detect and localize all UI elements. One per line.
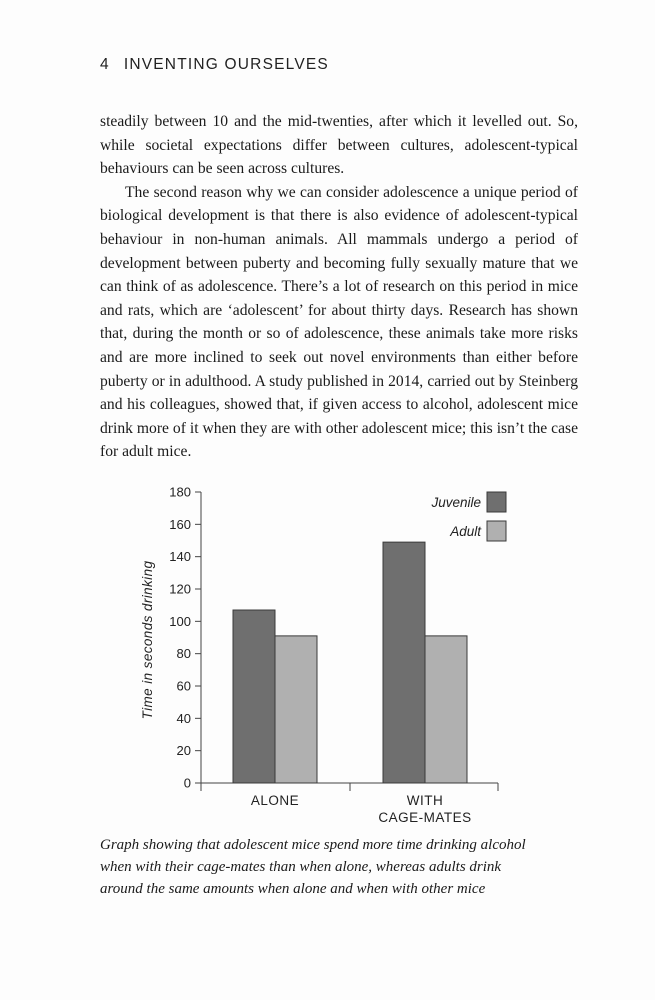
bar-juvenile-0 (233, 610, 275, 783)
x-category-label: WITH (406, 793, 444, 808)
page-number: 4 (100, 56, 110, 73)
legend-swatch-juvenile (487, 492, 506, 512)
body-text (100, 110, 578, 464)
running-title: INVENTING OURSELVES (123, 56, 329, 73)
bar-adult-0 (275, 636, 317, 783)
legend-label-adult: Adult (450, 524, 481, 539)
caption-line: Graph showing that adolescent mice spend more time drinking alcohol (100, 837, 526, 853)
y-tick-label: 180 (169, 484, 191, 500)
y-tick-label: 140 (169, 549, 191, 565)
y-axis-label: Time in seconds drinking (140, 560, 155, 720)
caption-line: when with their cage-mates than when alone, whereas adults drink (100, 859, 502, 875)
y-tick-label: 60 (176, 678, 191, 694)
caption-line: around the same amounts when alone and when with other mice (100, 881, 486, 897)
y-tick-label: 160 (169, 516, 191, 532)
y-tick-label: 100 (169, 613, 191, 629)
y-tick-label: 120 (169, 581, 191, 597)
y-tick-label: 40 (176, 710, 191, 726)
y-tick-label: 0 (183, 775, 191, 791)
legend-label-juvenile: Juvenile (431, 495, 481, 510)
figure-caption (100, 834, 570, 900)
paragraph-2: The second reason why we can consider adolescence a unique period of biological development is that there is also evidence of adolescent-typical behaviour in non-human animals. All mammals undergo a period of development between puberty and becoming fully sexually mature that we can think of as adolescence. There’s a lot of research on this period in mice and rats, which are ‘adolescent’ for about thirty days. Research has shown that, during the month or so of adolescence, these animals take more risks and are more inclined to seek out novel environments than either before puberty or in adulthood. A study published in 2014, carried out by Steinberg and his colleagues, showed that, if given access to alcohol, adolescent mice drink more of it when they are with other adolescent mice; this isn’t the case for adult mice. (100, 183, 578, 461)
running-head (100, 56, 329, 74)
y-tick-label: 20 (176, 743, 191, 759)
paragraph-1: steadily between 10 and the mid-twenties, after which it levelled out. So, while societal expectations differ between cultures, adolescent-typical behaviours can be seen across cultures. (100, 113, 578, 178)
x-category-label: CAGE-MATES (378, 810, 472, 825)
y-tick-label: 80 (176, 646, 191, 662)
legend-swatch-adult (487, 521, 506, 541)
bar-adult-1 (425, 636, 467, 783)
x-category-label: ALONE (250, 793, 300, 808)
bar-juvenile-1 (383, 542, 425, 783)
